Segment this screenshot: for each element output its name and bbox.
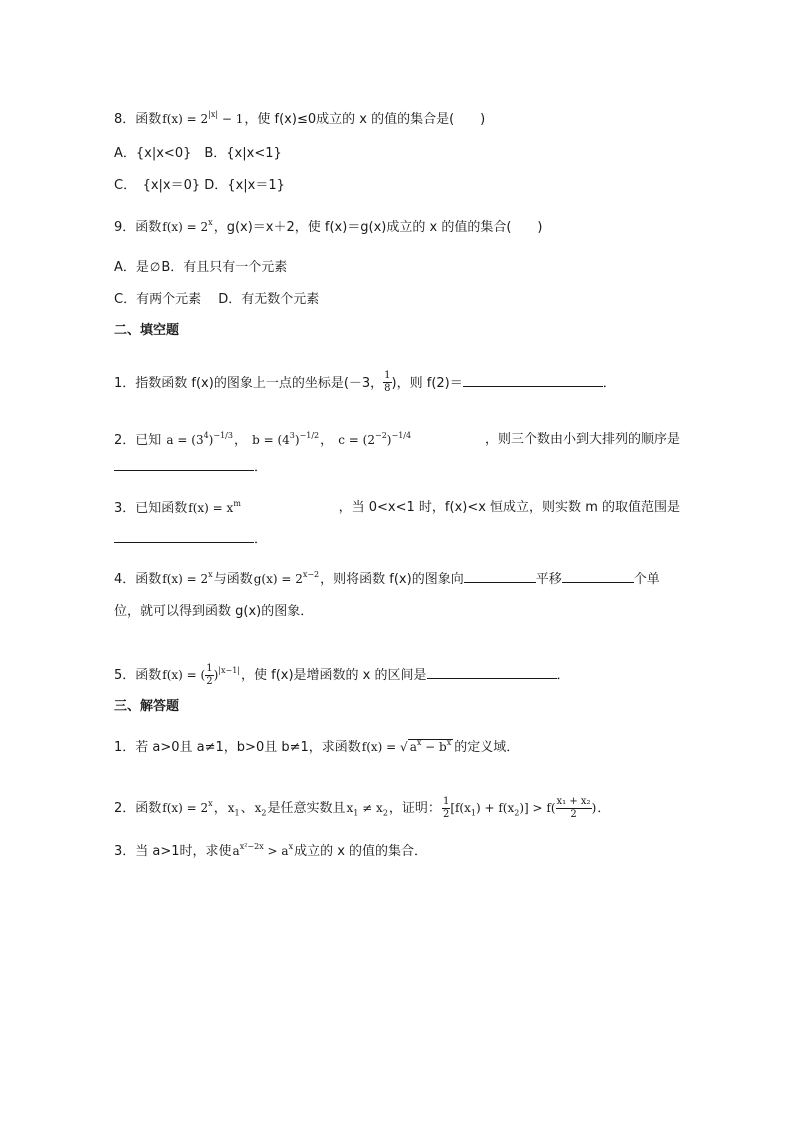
fill-2-b: $b = (4^3)^{-1/2}$ bbox=[252, 431, 320, 447]
fill-1: 1．指数函数 f(x)的图象上一点的坐标是(－3， $\frac{1}{8}$ )，则 f(2)＝ ． bbox=[114, 370, 616, 394]
fill-4-line2: 位，就可以得到函数 g(x)的图象． bbox=[114, 604, 314, 619]
fill-5-formula: f(x) = ( $\frac{1}{2}$ )$^{|x-1|}$ bbox=[162, 663, 240, 687]
section-fill-heading: 二、填空题 bbox=[114, 323, 180, 338]
fill-2: 2．已知 $a = (3^4)^{-1/3}$， $b = (4^3)^{-1/2}$， $c = (2^{-2})^{-1/4}$ ，则三个数由小到大排列的顺序是 bbox=[114, 431, 680, 448]
fill-1-fraction: $\frac{1}{8}$ bbox=[384, 370, 391, 394]
fill-4-g: $g(x) = 2^{x-2}$ bbox=[253, 570, 320, 586]
q9-formula: $f(x) = 2^x$ bbox=[162, 218, 213, 234]
question-9 bbox=[114, 218, 542, 237]
solve-2-x2: $x_2$ bbox=[254, 801, 267, 818]
q8-formula: $f(x) = 2^{|x|} - 1$ bbox=[162, 110, 244, 126]
q9-suffix: ，g(x)＝x＋2，使 f(x)＝g(x)成立的 x 的值的集合( ) bbox=[213, 220, 543, 235]
fill-2-blank[interactable] bbox=[114, 458, 254, 471]
q8-prefix: 8．函数 bbox=[114, 112, 162, 127]
solve-2-neq: $x_1 \ne x_2$ bbox=[346, 801, 388, 818]
solve-2-inequality: $\frac{1}{2}$ $[f(x_1) + f(x_2)] > f$( $\frac{\text{x₁ + x₂}}{2}$ ) bbox=[442, 796, 597, 820]
q8-suffix: ，使 f(x)≤0成立的 x 的值的集合是( ) bbox=[244, 112, 486, 127]
solve-3: 3．当 a>1时，求使$a^{x^2-2x} > a^x$成立的 x 的值的集合． bbox=[114, 842, 428, 859]
fill-5: 5．函数f(x) = ( $\frac{1}{2}$ )$^{|x-1|}$，使 f(x)是增函数的 x 的区间是 ． bbox=[114, 663, 570, 687]
solve-1-formula: f(x) = √ $a^x - b^x$ bbox=[361, 738, 452, 754]
fill-4-blank-direction[interactable] bbox=[464, 570, 536, 583]
solve-2-x1: $x_1$ bbox=[227, 801, 240, 818]
fill-5-blank[interactable] bbox=[427, 666, 557, 679]
empty-set-icon: ∅ bbox=[149, 260, 161, 274]
fill-2-a: $a = (3^4)^{-1/3}$ bbox=[166, 431, 233, 447]
fill-3-blank[interactable] bbox=[114, 530, 254, 543]
solve-2-f: $f(x) = 2^x$ bbox=[162, 799, 213, 815]
question-8 bbox=[114, 110, 485, 129]
q9-prefix: 9．函数 bbox=[114, 220, 162, 235]
solve-2: 2．函数$f(x) = 2^x$，$x_1$、$x_2$是任意实数且$x_1 \ne x_2$，证明： $\frac{1}{2}$ $[f(x_1) + f(x_2)] > f$( $\frac{\text{x₁ + x₂}}{2}$ )． bbox=[114, 796, 611, 820]
fill-2-answer: ． bbox=[114, 458, 267, 477]
section-solve-heading: 三、解答题 bbox=[114, 699, 180, 714]
fill-3-formula: $f(x) = x^m$ bbox=[188, 499, 241, 515]
fill-4-f: $f(x) = 2^x$ bbox=[162, 570, 213, 586]
fill-2-c: $c = (2^{-2})^{-1/4}$ bbox=[338, 431, 412, 447]
solve-1: 1．若 a>0且 a≠1，b>0且 b≠1，求函数f(x) = √ $a^x - b^x$ 的定义域． bbox=[114, 738, 520, 755]
fill-4-blank-units[interactable] bbox=[562, 570, 634, 583]
q9-options-ab: A．是∅B．有且只有一个元素 bbox=[114, 260, 288, 275]
q8-options-ab: A．{x|x<0} B．{x|x<1} bbox=[114, 146, 282, 161]
fill-3: 3．已知函数$f(x) = x^m$ ，当 0<x<1 时，f(x)<x 恒成立，则实数 m 的取值范围是 bbox=[114, 499, 680, 516]
solve-3-formula: $a^{x^2-2x} > a^x$ bbox=[232, 842, 294, 858]
q9-options-cd: C．有两个元素 D．有无数个元素 bbox=[114, 292, 320, 307]
q8-options-cd: C． {x|x＝0} D．{x|x＝1} bbox=[114, 178, 285, 193]
fill-4: 4．函数$f(x) = 2^x$与函数$g(x) = 2^{x-2}$，则将函数 f(x)的图象向 平移 个单 bbox=[114, 570, 660, 587]
fill-1-blank[interactable] bbox=[463, 374, 603, 387]
fill-3-answer: ． bbox=[114, 530, 267, 549]
